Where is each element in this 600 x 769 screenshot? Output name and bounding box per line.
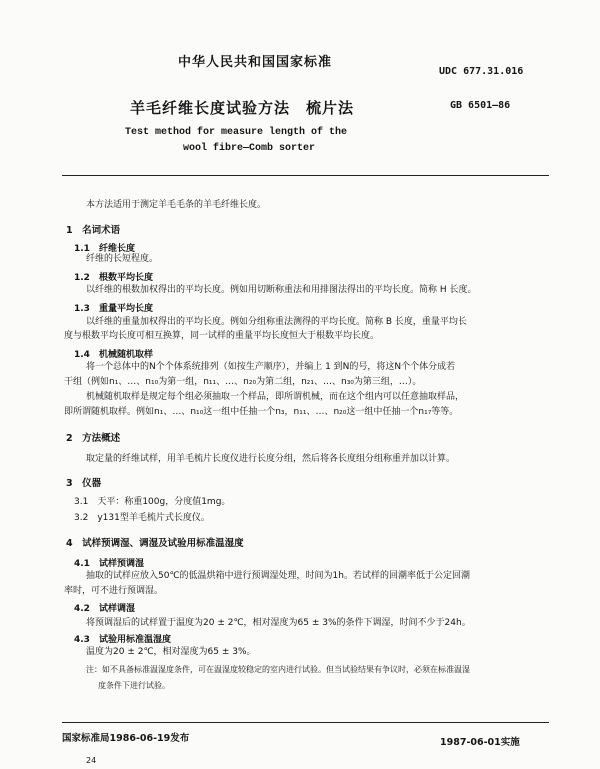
effective-date: 1987-06-01实施 [440,737,520,748]
section-1-1-text: 纤维的长短程度。 [86,254,159,264]
section-1-3-heading: 1.3 重量平均长度 [74,304,153,314]
section-4-3-note-line2: 度条件下进行试验。 [98,681,170,690]
section-1-2-text: 以纤维的根数加权得出的平均长度。例如用切断称重法和用排图法得出的平均长度。简称 H 长度。 [86,285,477,295]
standard-org: 中华人民共和国国家标准 [178,55,333,70]
section-3-heading: 3 仪器 [66,478,102,489]
udc-code: UDC 677.31.016 [439,66,524,77]
footer-divider [62,722,549,723]
section-1-4-line1: 将一个总体中的N个个体系统排列（如按生产顺序），并编上 1 到N的号，将这N个个体分成若 [86,362,456,372]
section-4-1-line1: 抽取的试样应放入50℃的低温烘箱中进行预调湿处理，时间为1h。若试样的回潮率低于公定回潮 [86,571,470,581]
intro-text: 本方法适用于测定羊毛毛条的羊毛纤维长度。 [86,200,267,210]
gb-code: GB 6501—86 [450,100,511,111]
section-1-3-line2: 度与根数平均长度可相互换算，同一试样的重量平均长度恒大于根数平均长度。 [64,331,380,341]
section-2-text: 取定量的纤维试样，用羊毛梳片长度仪进行长度分组，然后将各长度组分组称重并加以计算。 [86,454,456,464]
section-1-1-heading: 1.1 纤维长度 [74,244,135,254]
section-4-1-heading: 4.1 试样预调湿 [74,559,144,569]
section-1-4-heading: 1.4 机械随机取样 [74,350,153,360]
section-4-3-text: 温度为20 ± 2℃，相对湿度为65 ± 3%。 [86,647,256,657]
english-title-line1: Test method for measure length of the [125,127,348,138]
section-4-heading: 4 试样预调湿、调湿及试验用标准温湿度 [66,538,244,549]
section-4-3-heading: 4.3 试验用标准温湿度 [74,635,171,645]
section-3-2-text: 3.2 y131型羊毛梳片式长度仪。 [74,513,210,523]
section-3-1-text: 3.1 天平：称重100g，分度值1mg。 [74,497,231,507]
section-1-3-line1: 以纤维的重量加权得出的平均长度。例如分组称重法测得的平均长度。简称 B 长度，重量平均长 [86,317,467,327]
section-1-4-line3: 机械随机取样是规定每个组必须抽取一个样品，即所谓机械，而在这个组内可以任意抽取样品， [86,392,465,402]
header-divider [62,175,549,176]
section-1-2-heading: 1.2 根数平均长度 [74,273,153,283]
section-4-2-text: 将预调湿后的试样置于温度为20 ± 2℃，相对湿度为65 ± 3%的条件下调湿，时间不少于24h。 [86,618,471,628]
english-title-line2: wool fibre—Comb sorter [183,143,316,154]
section-4-2-heading: 4.2 试样调湿 [74,604,135,614]
page-title: 羊毛纤维长度试验方法 梳片法 [130,99,355,117]
section-1-4-line4: 即所谓随机取样。例如n₁、…、n₁₀这一组中任抽一个n₃，n₁₁、…、n₂₀这一组中任抽一个n₁₇等等。 [64,407,459,417]
section-4-1-line2: 率时，可不进行预调湿。 [64,586,164,596]
section-4-3-note-line1: 注：如不具备标准温湿度条件，可在温湿度较稳定的室内进行试验。但当试验结果有争议时，必须在标准温湿 [86,665,470,674]
issue-date: 国家标准局1986-06-19发布 [62,733,190,744]
page-number: 24 [86,756,97,765]
section-2-heading: 2 方法概述 [66,433,121,444]
section-1-4-line2: 干组（例如n₁、…、n₁₀为第一组，n₁₁、…、n₂₀为第二组，n₂₁、…、n₃₀为第三组，…）。 [64,377,422,387]
section-1-heading: 1 名词术语 [66,225,121,236]
